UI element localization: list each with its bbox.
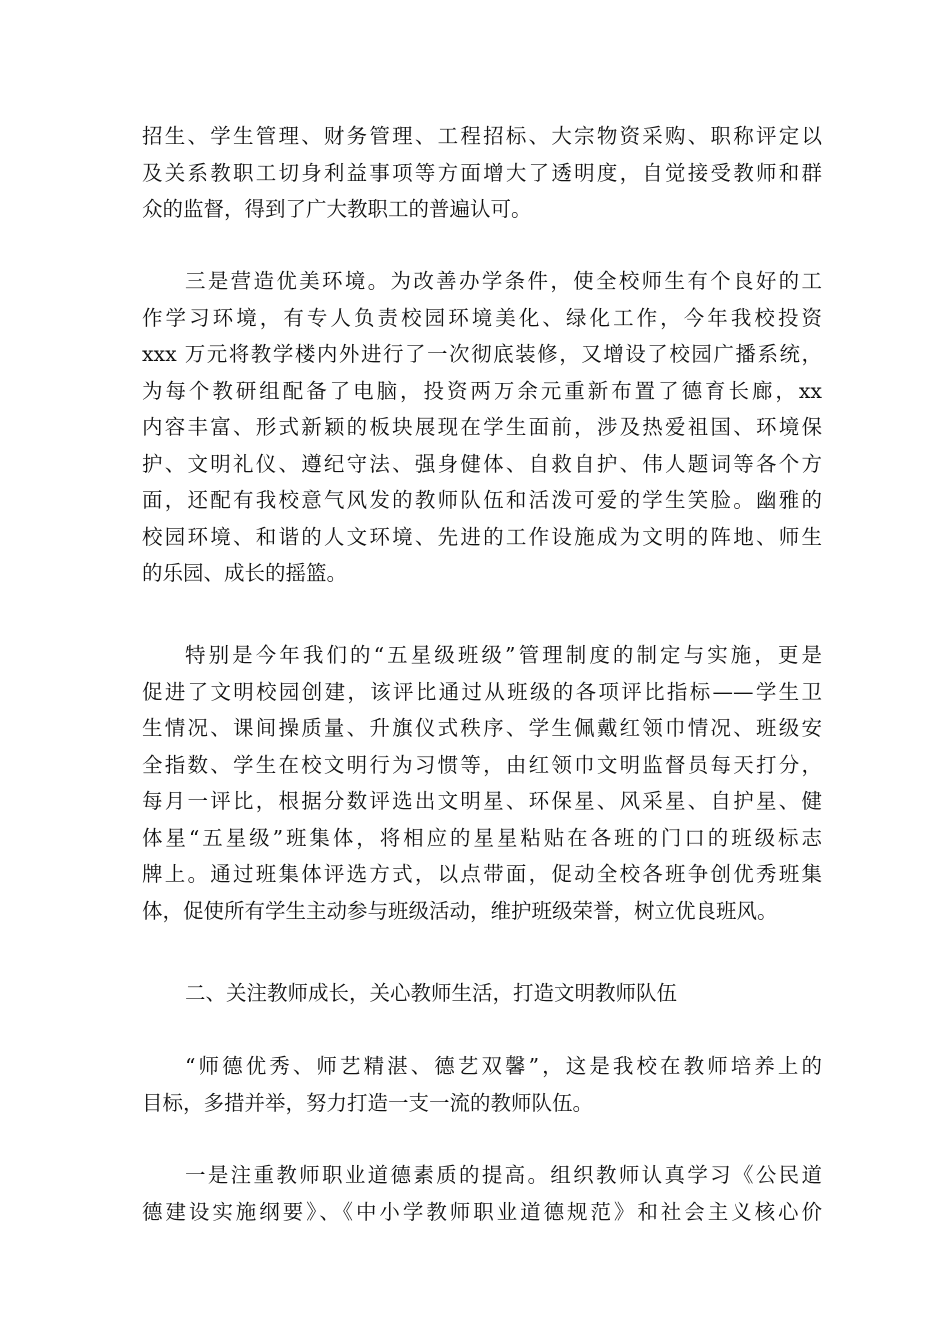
paragraph-line: 全指数、学生在校文明行为习惯等，由红领巾文明监督员每天打分，	[142, 752, 822, 777]
paragraph-line: 体星“五星级”班集体，将相应的星星粘贴在各班的门口的班级标志	[142, 825, 822, 850]
paragraph-five-star-class	[142, 637, 822, 929]
paragraph-line: 招生、学生管理、财务管理、工程招标、大宗物资采购、职称评定以	[142, 124, 822, 148]
paragraph-line: 生情况、课间操质量、升旗仪式秩序、学生佩戴红领巾情况、班级安	[142, 716, 822, 740]
paragraph-line: 三是营造优美环境。为改善办学条件，使全校师生有个良好的工	[185, 269, 822, 293]
paragraph-line: 校园环境、和谐的人文环境、先进的工作设施成为文明的阵地、师生	[142, 524, 822, 549]
paragraph-line: 德建设实施纲要》、《中小学教师职业道德规范》和社会主义核心价	[142, 1199, 822, 1224]
paragraph-line: 内容丰富、形式新颖的板块展现在学生面前，涉及热爱祖国、环境保	[142, 415, 822, 439]
paragraph-line: “师德优秀、师艺精湛、德艺双馨”，这是我校在教师培养上的	[185, 1054, 822, 1078]
paragraph-line: xxx 万元将教学楼内外进行了一次彻底装修，又增设了校园广播系统，	[142, 342, 822, 366]
paragraph-line: 促进了文明校园创建，该评比通过从班级的各项评比指标——学生卫	[142, 679, 822, 704]
paragraph-environment	[142, 263, 822, 592]
paragraph-line: 一是注重教师职业道德素质的提高。组织教师认真学习《公民道	[185, 1163, 822, 1187]
paragraph-line: 的乐园、成长的摇篮。	[142, 561, 347, 585]
paragraph-line: 面，还配有我校意气风发的教师队伍和活泼可爱的学生笑脸。幽雅的	[142, 488, 822, 512]
section-heading-text: 二、关注教师成长，关心教师生活，打造文明教师队伍	[185, 981, 677, 1005]
paragraph-teacher-goal	[142, 1048, 822, 1121]
paragraph-line: 作学习环境，有专人负责校园环境美化、绿化工作，今年我校投资	[142, 305, 822, 330]
paragraph-transparency	[142, 118, 822, 228]
section-heading-teachers	[142, 975, 822, 1012]
paragraph-line: 目标，多措并举，努力打造一支一流的教师队伍。	[142, 1090, 593, 1115]
paragraph-line: 护、文明礼仪、遵纪守法、强身健体、自救自护、伟人题词等各个方	[142, 451, 822, 476]
paragraph-line: 每月一评比，根据分数评选出文明星、环保星、风采星、自护星、健	[142, 789, 822, 813]
paragraph-line: 为每个教研组配备了电脑，投资两万余元重新布置了德育长廊，xx	[142, 378, 822, 403]
paragraph-line: 及关系教职工切身利益事项等方面增大了透明度，自觉接受教师和群	[142, 160, 822, 185]
paragraph-line: 体，促使所有学生主动参与班级活动，维护班级荣誉，树立优良班风。	[142, 898, 778, 923]
paragraph-line: 牌上。通过班集体评选方式，以点带面，促动全校各班争创优秀班集	[142, 862, 822, 886]
paragraph-teacher-ethics	[142, 1157, 822, 1230]
paragraph-line: 特别是今年我们的“五星级班级”管理制度的制定与实施，更是	[185, 643, 822, 667]
paragraph-line: 众的监督，得到了广大教职工的普遍认可。	[142, 197, 532, 221]
